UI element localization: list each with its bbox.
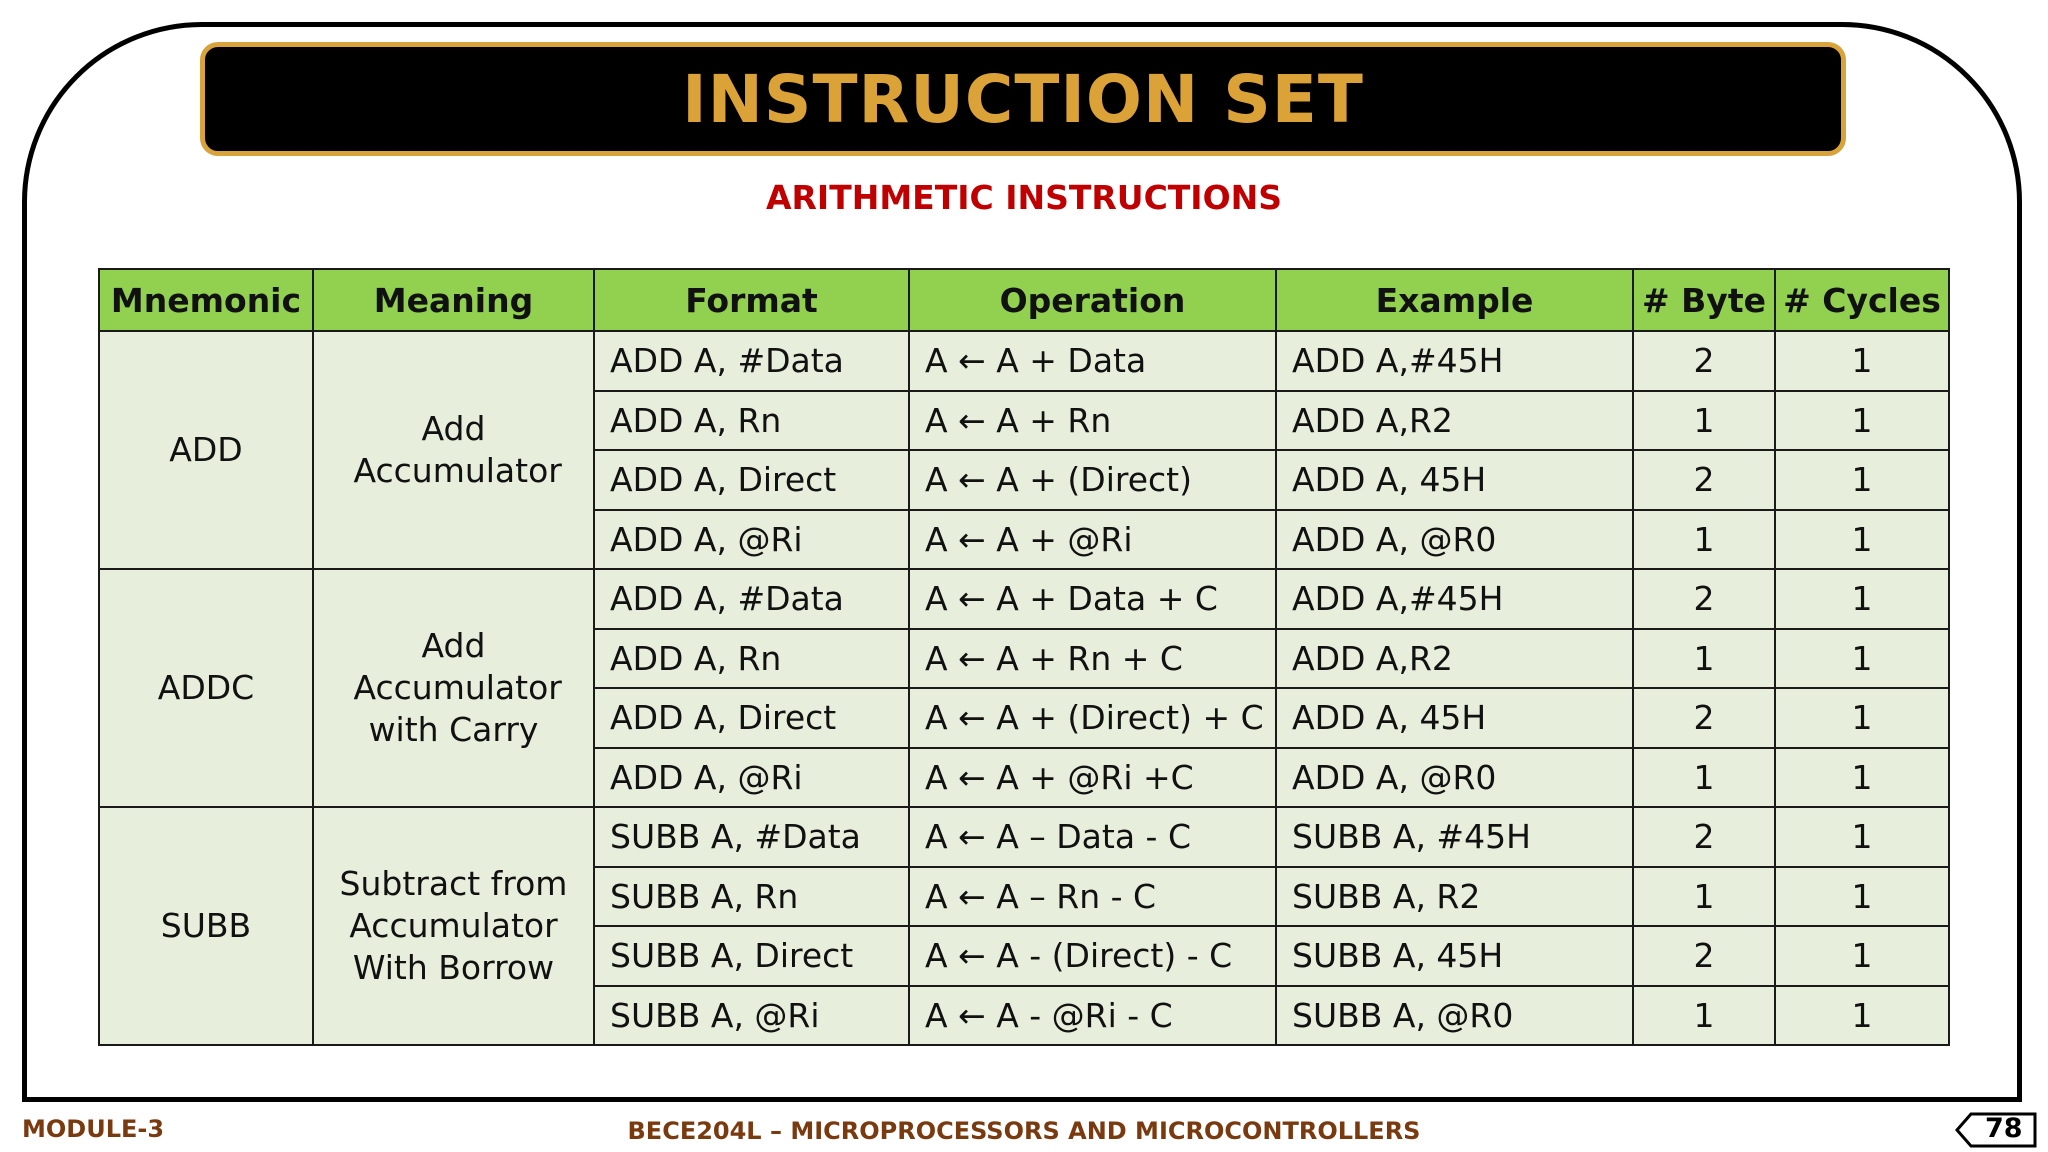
example-cell: ADD A, @R0 xyxy=(1276,510,1633,570)
mnemonic-cell: ADDC xyxy=(99,569,313,807)
format-cell: ADD A, @Ri xyxy=(594,510,909,570)
header-byte: # Byte xyxy=(1633,269,1775,331)
operation-cell: A ← A + (Direct) xyxy=(909,450,1276,510)
byte-cell: 1 xyxy=(1633,510,1775,570)
cycles-cell: 1 xyxy=(1775,807,1949,867)
meaning-text: Add Accumulator with Carry xyxy=(353,626,562,749)
cycles-cell: 1 xyxy=(1775,867,1949,927)
operation-cell: A ← A – Data - C xyxy=(909,807,1276,867)
byte-cell: 2 xyxy=(1633,450,1775,510)
example-cell: ADD A,#45H xyxy=(1276,331,1633,391)
cycles-cell: 1 xyxy=(1775,926,1949,986)
cycles-cell: 1 xyxy=(1775,391,1949,451)
meaning-text: Subtract from Accumulator With Borrow xyxy=(339,864,568,987)
example-cell: SUBB A, R2 xyxy=(1276,867,1633,927)
page-number: 78 xyxy=(1985,1113,2023,1144)
cycles-cell: 1 xyxy=(1775,986,1949,1046)
table-row xyxy=(99,331,1949,391)
header-cycles: # Cycles xyxy=(1775,269,1949,331)
example-cell: ADD A, @R0 xyxy=(1276,748,1633,808)
operation-cell: A ← A - (Direct) - C xyxy=(909,926,1276,986)
byte-cell: 1 xyxy=(1633,986,1775,1046)
operation-cell: A ← A + Rn + C xyxy=(909,629,1276,689)
cycles-cell: 1 xyxy=(1775,450,1949,510)
byte-cell: 1 xyxy=(1633,748,1775,808)
byte-cell: 2 xyxy=(1633,688,1775,748)
meaning-cell xyxy=(313,807,594,1045)
cycles-cell: 1 xyxy=(1775,510,1949,570)
format-cell: ADD A, Direct xyxy=(594,688,909,748)
footer-course-title: BECE204L – MICROPROCESSORS AND MICROCONTROLLERS xyxy=(627,1117,1421,1145)
format-cell: ADD A, #Data xyxy=(594,569,909,629)
operation-cell: A ← A + @Ri xyxy=(909,510,1276,570)
operation-cell: A ← A + Data + C xyxy=(909,569,1276,629)
operation-cell: A ← A + Data xyxy=(909,331,1276,391)
operation-cell: A ← A – Rn - C xyxy=(909,867,1276,927)
slide-title: INSTRUCTION SET xyxy=(682,60,1364,138)
meaning-text: Add Accumulator xyxy=(353,409,562,490)
byte-cell: 1 xyxy=(1633,391,1775,451)
table-row xyxy=(99,569,1949,629)
format-cell: SUBB A, Rn xyxy=(594,867,909,927)
instruction-table xyxy=(98,268,1950,1046)
footer-module: MODULE-3 xyxy=(22,1115,165,1143)
example-cell: SUBB A, 45H xyxy=(1276,926,1633,986)
table-header-row xyxy=(99,269,1949,331)
mnemonic-cell: SUBB xyxy=(99,807,313,1045)
cycles-cell: 1 xyxy=(1775,688,1949,748)
mnemonic-cell: ADD xyxy=(99,331,313,569)
byte-cell: 2 xyxy=(1633,569,1775,629)
byte-cell: 2 xyxy=(1633,926,1775,986)
meaning-cell xyxy=(313,569,594,807)
example-cell: ADD A,R2 xyxy=(1276,629,1633,689)
meaning-cell xyxy=(313,331,594,569)
header-meaning: Meaning xyxy=(313,269,594,331)
format-cell: ADD A, Rn xyxy=(594,629,909,689)
table-row xyxy=(99,807,1949,867)
format-cell: ADD A, @Ri xyxy=(594,748,909,808)
cycles-cell: 1 xyxy=(1775,569,1949,629)
slide-subtitle: ARITHMETIC INSTRUCTIONS xyxy=(765,178,1283,217)
operation-cell: A ← A + (Direct) + C xyxy=(909,688,1276,748)
example-cell: ADD A,#45H xyxy=(1276,569,1633,629)
header-format: Format xyxy=(594,269,909,331)
cycles-cell: 1 xyxy=(1775,331,1949,391)
format-cell: ADD A, Direct xyxy=(594,450,909,510)
operation-cell: A ← A + @Ri +C xyxy=(909,748,1276,808)
cycles-cell: 1 xyxy=(1775,629,1949,689)
header-mnemonic: Mnemonic xyxy=(99,269,313,331)
example-cell: SUBB A, @R0 xyxy=(1276,986,1633,1046)
format-cell: SUBB A, Direct xyxy=(594,926,909,986)
operation-cell: A ← A - @Ri - C xyxy=(909,986,1276,1046)
header-operation: Operation xyxy=(909,269,1276,331)
format-cell: SUBB A, #Data xyxy=(594,807,909,867)
format-cell: ADD A, #Data xyxy=(594,331,909,391)
header-example: Example xyxy=(1276,269,1633,331)
byte-cell: 2 xyxy=(1633,331,1775,391)
byte-cell: 1 xyxy=(1633,629,1775,689)
format-cell: SUBB A, @Ri xyxy=(594,986,909,1046)
format-cell: ADD A, Rn xyxy=(594,391,909,451)
byte-cell: 2 xyxy=(1633,807,1775,867)
byte-cell: 1 xyxy=(1633,867,1775,927)
example-cell: ADD A, 45H xyxy=(1276,688,1633,748)
operation-cell: A ← A + Rn xyxy=(909,391,1276,451)
title-banner xyxy=(200,42,1846,156)
example-cell: ADD A, 45H xyxy=(1276,450,1633,510)
example-cell: ADD A,R2 xyxy=(1276,391,1633,451)
cycles-cell: 1 xyxy=(1775,748,1949,808)
example-cell: SUBB A, #45H xyxy=(1276,807,1633,867)
